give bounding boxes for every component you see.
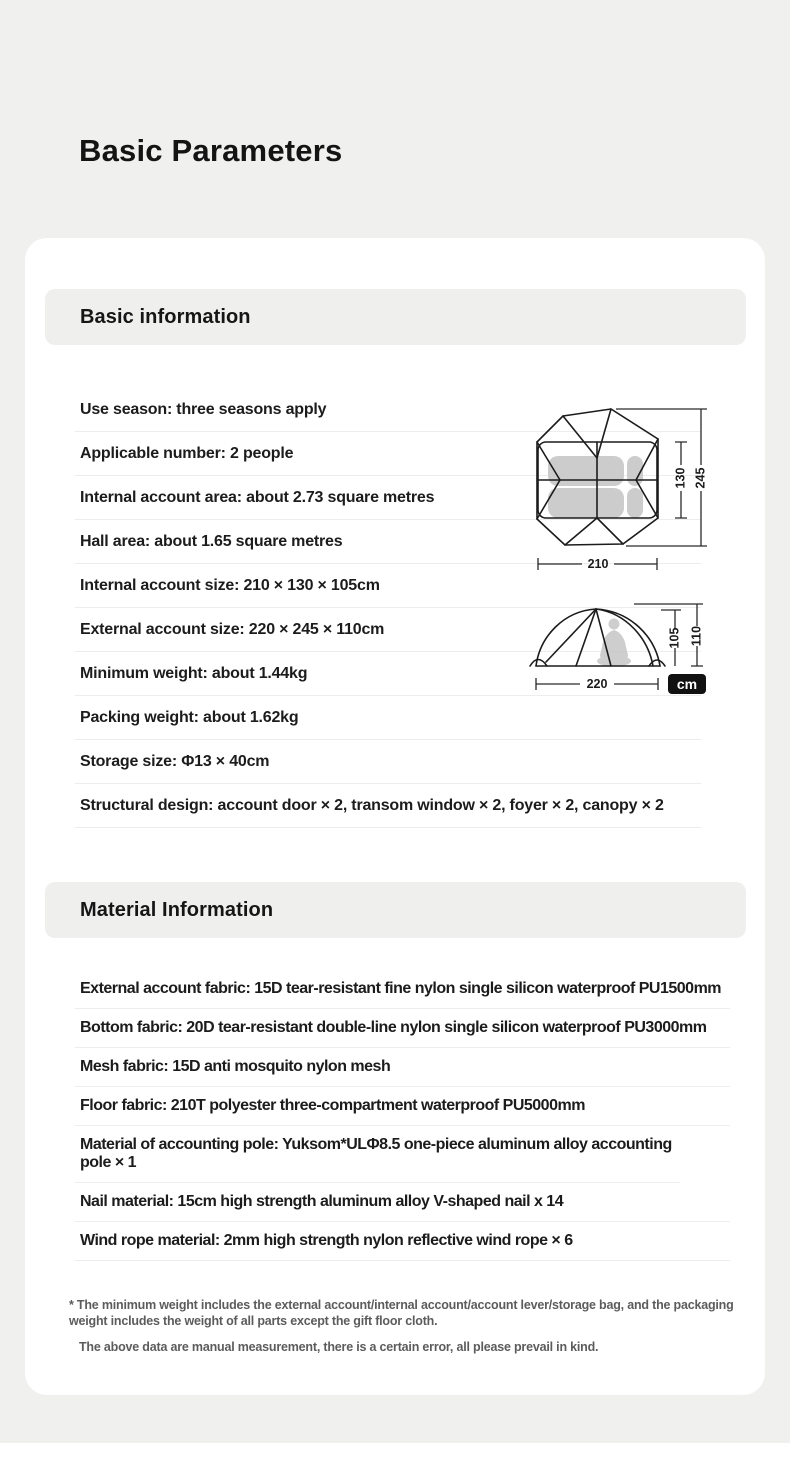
spec-row-internal-size: Internal account size: 210 × 130 × 105cm xyxy=(75,564,701,608)
material-row-bottom-fabric: Bottom fabric: 20D tear-resistant double-line nylon single silicon waterproof PU3000mm xyxy=(75,1009,730,1048)
pole-line xyxy=(565,518,623,545)
spec-row-minimum-weight: Minimum weight: about 1.44kg xyxy=(75,652,701,696)
basic-information-heading: Basic information xyxy=(80,305,251,328)
material-information-section-header xyxy=(45,882,746,938)
pole-line xyxy=(563,409,611,458)
pole-line xyxy=(546,609,596,662)
spec-row-applicable-number: Applicable number: 2 people xyxy=(75,432,701,476)
spec-row-structural-design: Structural design: account door × 2, transom window × 2, foyer × 2, canopy × 2 xyxy=(75,784,701,828)
parameters-card xyxy=(25,238,765,1395)
basic-information-section-header xyxy=(45,289,746,345)
dimension-label-outer-height: 110 xyxy=(689,625,704,647)
spec-row-use-season: Use season: three seasons apply xyxy=(75,388,701,432)
material-row-nail-material: Nail material: 15cm high strength aluminum alloy V-shaped nail x 14 xyxy=(75,1183,730,1222)
material-row-wind-rope: Wind rope material: 2mm high strength nylon reflective wind rope × 6 xyxy=(75,1222,730,1261)
dimension-label-outer-depth: 245 xyxy=(693,467,708,489)
footnote-measurement-note: The above data are manual measurement, there is a certain error, all please prevail in kind. xyxy=(79,1340,599,1354)
material-row-pole-material: Material of accounting pole: Yuksom*ULΦ8.5 one-piece aluminum alloy accounting pole × 1 xyxy=(75,1126,680,1183)
spec-row-hall-area: Hall area: about 1.65 square metres xyxy=(75,520,701,564)
dimension-label-bottom-width: 220 xyxy=(586,677,608,691)
material-info-list xyxy=(75,970,730,1261)
vent-flap xyxy=(530,660,547,667)
dimension-label-bottom-width: 210 xyxy=(587,557,609,571)
material-information-heading: Material Information xyxy=(80,898,274,921)
person-silhouette xyxy=(597,619,631,667)
spec-row-internal-area: Internal account area: about 2.73 square metres xyxy=(75,476,701,520)
pole-line xyxy=(576,609,596,666)
dimension-label-inner-depth: 130 xyxy=(673,467,688,489)
material-row-floor-fabric: Floor fabric: 210T polyester three-compartment waterproof PU5000mm xyxy=(75,1087,730,1126)
footnotes xyxy=(69,1297,747,1355)
unit-badge-cm: cm xyxy=(668,674,706,694)
spec-row-external-size: External account size: 220 × 245 × 110cm xyxy=(75,608,701,652)
sleeping-pad xyxy=(548,488,624,518)
tent-top-view-diagram xyxy=(530,398,715,578)
material-row-external-fabric: External account fabric: 15D tear-resistant fine nylon single silicon waterproof PU1500mm xyxy=(75,970,730,1009)
material-row-mesh-fabric: Mesh fabric: 15D anti mosquito nylon mesh xyxy=(75,1048,730,1087)
spec-row-packing-weight: Packing weight: about 1.62kg xyxy=(75,696,701,740)
dimension-label-inner-height: 105 xyxy=(667,627,682,649)
spec-row-storage-size: Storage size: Φ13 × 40cm xyxy=(75,740,701,784)
page-title: Basic Parameters xyxy=(79,133,343,168)
sleeping-pad-pillow xyxy=(627,488,643,518)
footnote-weight-note: * The minimum weight includes the external account/internal account/account lever/storage bag, and the packaging weight includes the weight of all parts except the gift floor cloth. xyxy=(69,1298,734,1328)
